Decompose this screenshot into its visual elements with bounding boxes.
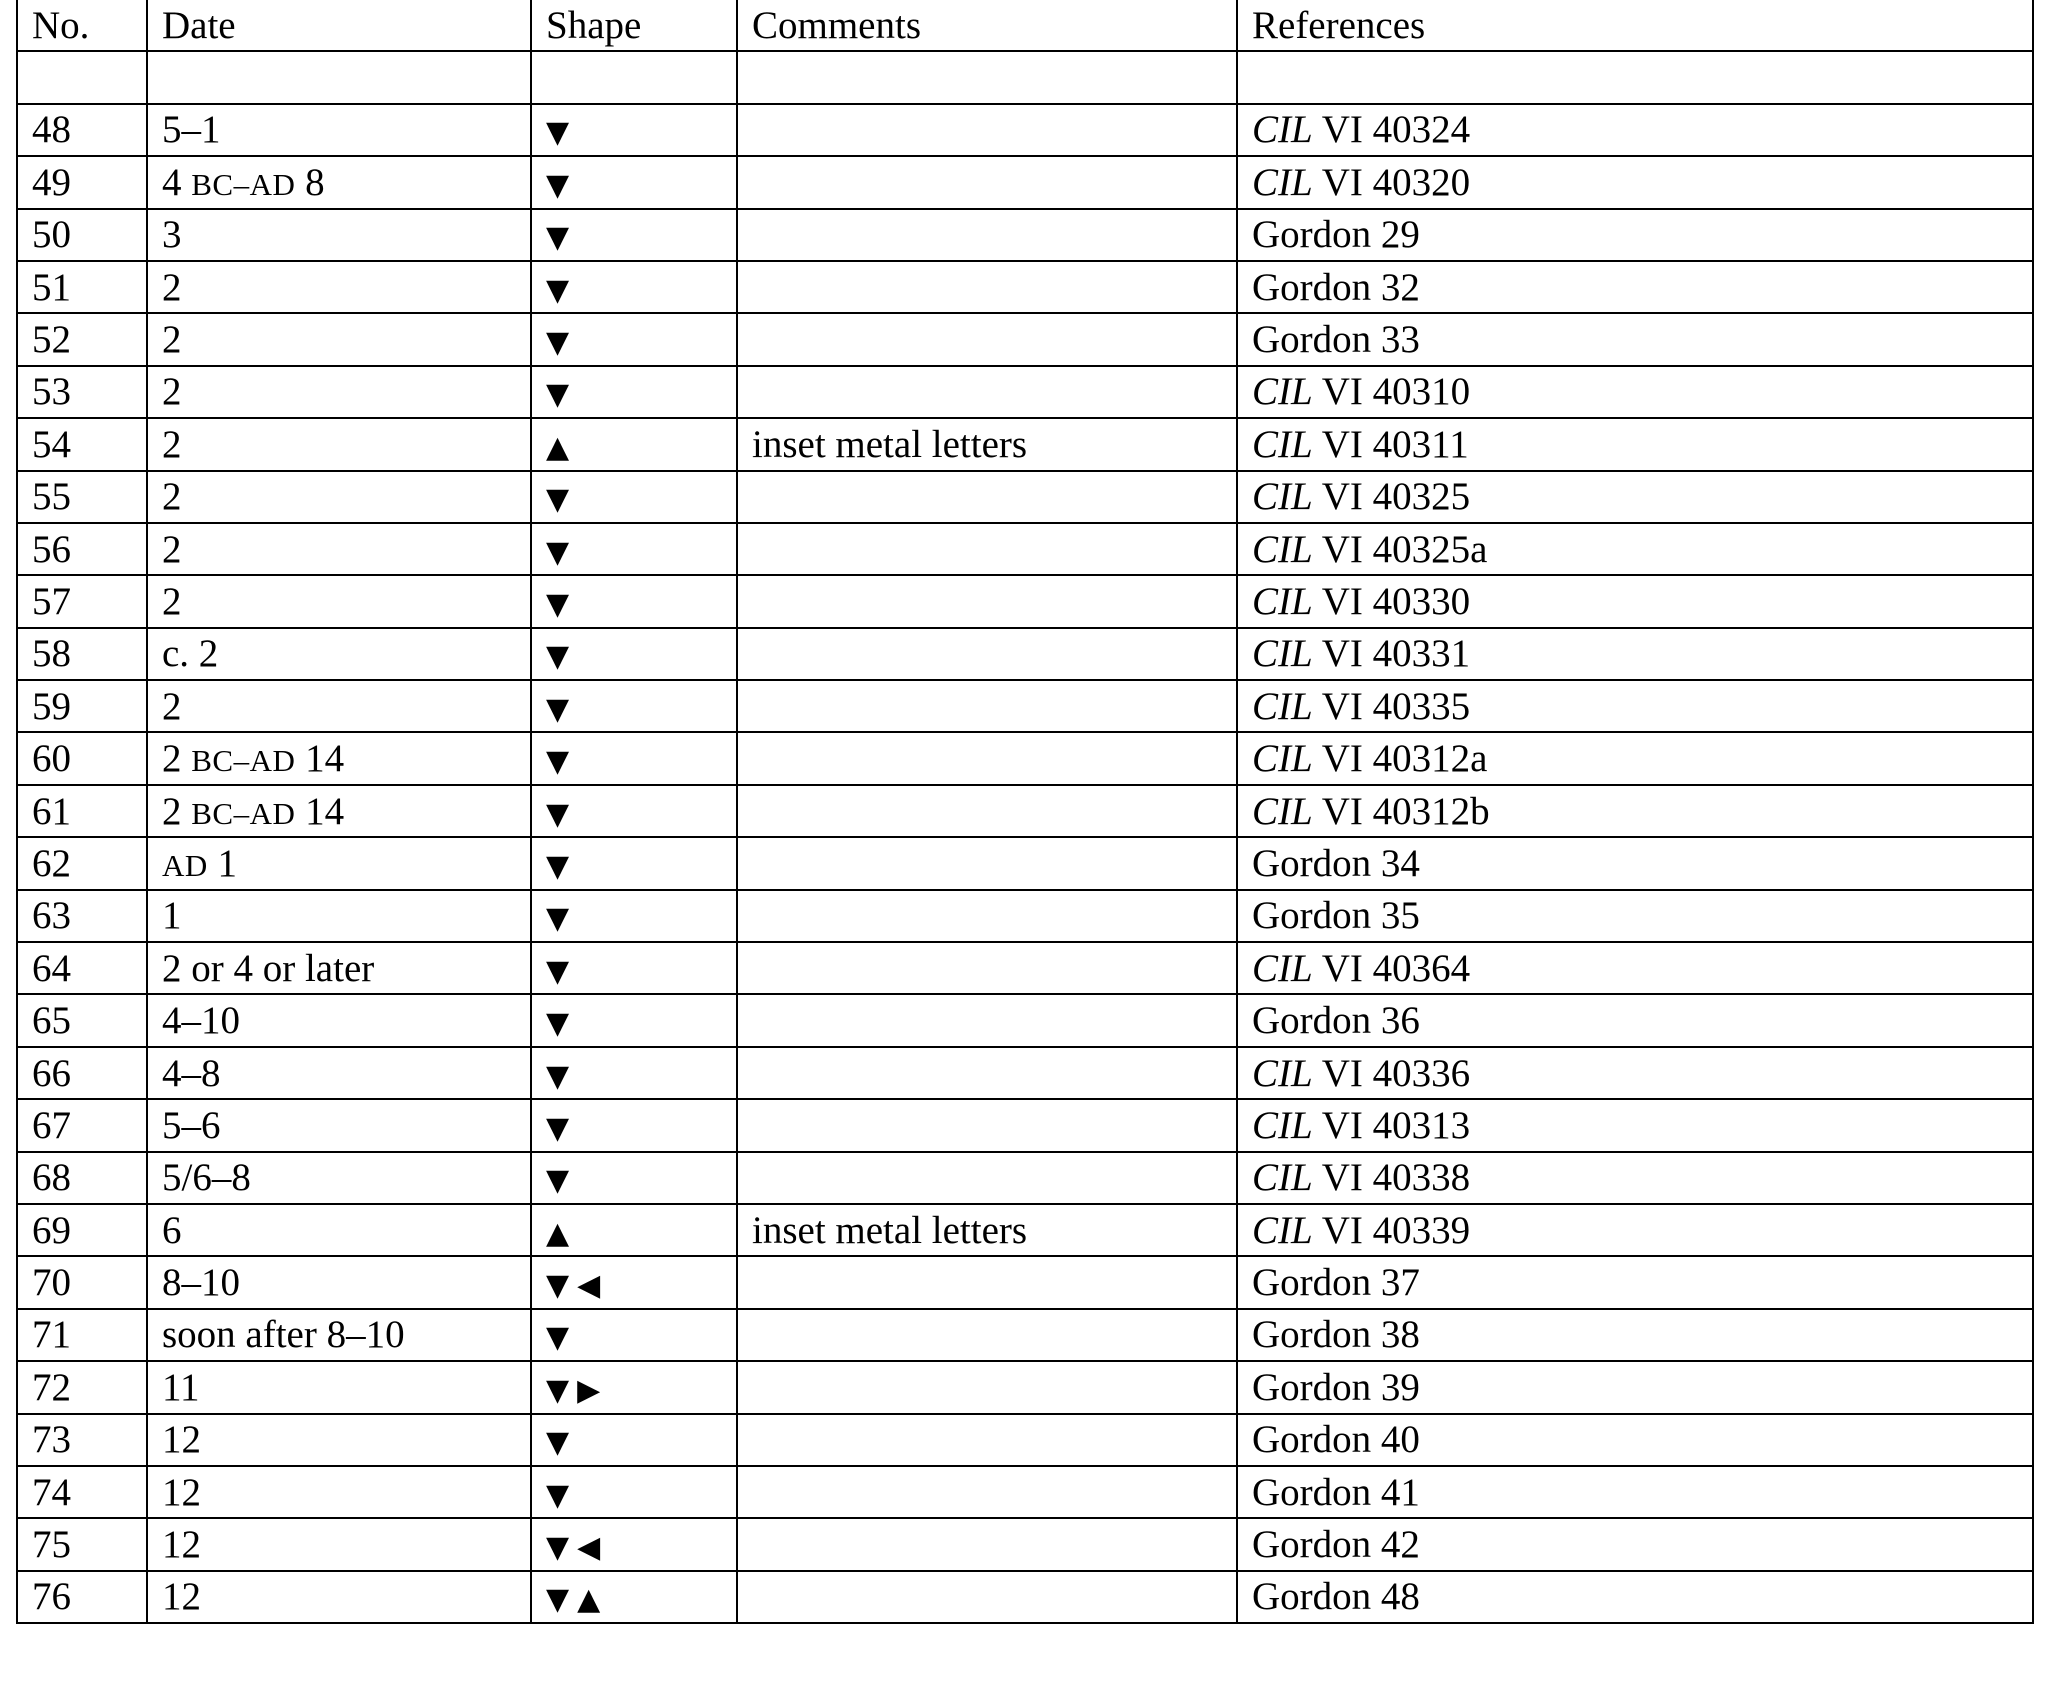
triangle-down-icon: ▼ (546, 1320, 570, 1356)
reference-text: Gordon 41 (1252, 1470, 1420, 1514)
reference-corpus-abbrev: CIL (1252, 422, 1313, 466)
cell-comment (737, 209, 1237, 261)
cell-no: 54 (17, 418, 147, 470)
triangle-up-icon: ▲ (546, 429, 570, 465)
triangle-down-icon: ▼ (546, 639, 570, 675)
table-row (17, 1047, 2033, 1099)
cell-date: 8–10 (147, 1256, 531, 1308)
triangle-down-icon: ▼ (546, 1058, 570, 1094)
cell-date: 2 or 4 or later (147, 942, 531, 994)
reference-text: VI 40325a (1312, 527, 1488, 571)
table-row (17, 209, 2033, 261)
cell-reference (1237, 261, 2033, 313)
cell-reference (1237, 1204, 2033, 1256)
reference-text: Gordon 39 (1252, 1365, 1420, 1409)
cell-shape (531, 1047, 737, 1099)
cell-reference (1237, 1099, 2033, 1151)
table-row (17, 366, 2033, 418)
cell-shape (531, 575, 737, 627)
cell-reference (1237, 366, 2033, 418)
cell-reference (1237, 209, 2033, 261)
cell-reference (1237, 156, 2033, 208)
table-row (17, 575, 2033, 627)
cell-no: 68 (17, 1152, 147, 1204)
triangle-down-icon: ▼ (546, 482, 570, 518)
cell-date: c. 2 (147, 628, 531, 680)
cell-comment (737, 837, 1237, 889)
cell-shape (531, 732, 737, 784)
cell-comment (737, 366, 1237, 418)
cell-no: 76 (17, 1571, 147, 1623)
cell-shape (531, 418, 737, 470)
cell-date: 12 (147, 1414, 531, 1466)
cell-reference (1237, 1152, 2033, 1204)
triangle-down-icon: ▼ (546, 1582, 570, 1618)
reference-text: Gordon 34 (1252, 841, 1420, 885)
cell-reference (1237, 1414, 2033, 1466)
cell-reference (1237, 1518, 2033, 1570)
table-row (17, 1204, 2033, 1256)
cell-reference (1237, 680, 2033, 732)
cell-shape (531, 51, 737, 103)
triangle-down-icon: ▼ (546, 1372, 570, 1408)
cell-shape (531, 523, 737, 575)
cell-shape (531, 1571, 737, 1623)
cell-reference (1237, 1309, 2033, 1361)
table-row (17, 1099, 2033, 1151)
cell-no: 69 (17, 1204, 147, 1256)
cell-shape (531, 785, 737, 837)
reference-text: VI 40330 (1312, 579, 1471, 623)
table-row (17, 942, 2033, 994)
date-era-smallcaps: BC–AD (191, 166, 296, 202)
cell-comment (737, 1414, 1237, 1466)
triangle-down-icon: ▼ (546, 1110, 570, 1146)
reference-text: VI 40310 (1312, 370, 1471, 414)
triangle-down-icon: ▼ (546, 325, 570, 361)
table-row (17, 471, 2033, 523)
date-era-smallcaps: AD (162, 847, 208, 883)
cell-comment (737, 156, 1237, 208)
cell-date: 12 (147, 1518, 531, 1570)
cell-shape (531, 837, 737, 889)
table-row (17, 1518, 2033, 1570)
inscriptions-table-sheet (16, 0, 2034, 1624)
cell-shape (531, 471, 737, 523)
table-row (17, 1361, 2033, 1413)
date-part: 1 (207, 841, 238, 885)
table-row (17, 313, 2033, 365)
reference-text: VI 40338 (1312, 1156, 1471, 1200)
cell-reference (1237, 1571, 2033, 1623)
triangle-down-icon: ▼ (546, 1477, 570, 1513)
cell-no: 64 (17, 942, 147, 994)
cell-date: 5–6 (147, 1099, 531, 1151)
cell-shape (531, 261, 737, 313)
cell-no (17, 51, 147, 103)
cell-reference (1237, 418, 2033, 470)
cell-comment (737, 51, 1237, 103)
reference-corpus-abbrev: CIL (1252, 527, 1313, 571)
cell-date: 3 (147, 209, 531, 261)
cell-comment (737, 785, 1237, 837)
triangle-down-icon: ▼ (546, 1006, 570, 1042)
cell-reference (1237, 837, 2033, 889)
triangle-down-icon: ▼ (546, 744, 570, 780)
triangle-left-icon: ◀ (577, 1530, 601, 1566)
cell-shape (531, 156, 737, 208)
cell-date: 11 (147, 1361, 531, 1413)
header-date: Date (147, 0, 531, 51)
cell-no: 56 (17, 523, 147, 575)
triangle-right-icon: ▶ (577, 1372, 601, 1408)
reference-text: VI 40320 (1312, 160, 1471, 204)
cell-shape (531, 890, 737, 942)
reference-corpus-abbrev: CIL (1252, 1156, 1313, 1200)
cell-shape (531, 313, 737, 365)
table-row (17, 1466, 2033, 1518)
date-part: 14 (295, 737, 345, 781)
cell-no: 57 (17, 575, 147, 627)
cell-reference (1237, 313, 2033, 365)
reference-text: Gordon 48 (1252, 1575, 1420, 1619)
reference-text: VI 40339 (1312, 1208, 1471, 1252)
triangle-down-icon: ▼ (546, 115, 570, 151)
cell-reference (1237, 104, 2033, 156)
cell-date (147, 156, 531, 208)
cell-no: 50 (17, 209, 147, 261)
triangle-down-icon: ▼ (546, 586, 570, 622)
date-era-smallcaps: BC–AD (191, 795, 296, 831)
table-row (17, 837, 2033, 889)
cell-comment (737, 313, 1237, 365)
triangle-down-icon: ▼ (546, 1530, 570, 1566)
cell-date: 12 (147, 1571, 531, 1623)
triangle-down-icon: ▼ (546, 796, 570, 832)
cell-comment (737, 628, 1237, 680)
date-part: 8 (295, 160, 325, 204)
cell-no: 67 (17, 1099, 147, 1151)
inscriptions-table (16, 0, 2034, 1624)
table-row (17, 51, 2033, 103)
reference-text: Gordon 32 (1252, 265, 1420, 309)
cell-comment (737, 942, 1237, 994)
reference-corpus-abbrev: CIL (1252, 1208, 1313, 1252)
cell-date (147, 785, 531, 837)
triangle-down-icon: ▼ (546, 220, 570, 256)
cell-shape (531, 209, 737, 261)
reference-text: VI 40331 (1312, 632, 1471, 676)
reference-text: Gordon 35 (1252, 894, 1420, 938)
date-era-smallcaps: BC–AD (191, 743, 296, 779)
cell-comment (737, 471, 1237, 523)
cell-no: 48 (17, 104, 147, 156)
cell-reference (1237, 890, 2033, 942)
cell-reference (1237, 1361, 2033, 1413)
triangle-down-icon: ▼ (546, 848, 570, 884)
table-row (17, 1309, 2033, 1361)
cell-date: 2 (147, 680, 531, 732)
triangle-down-icon: ▼ (546, 1268, 570, 1304)
cell-shape (531, 366, 737, 418)
triangle-down-icon: ▼ (546, 901, 570, 937)
cell-comment (737, 1152, 1237, 1204)
cell-no: 74 (17, 1466, 147, 1518)
cell-date: 2 (147, 575, 531, 627)
reference-corpus-abbrev: CIL (1252, 946, 1313, 990)
cell-comment (737, 890, 1237, 942)
reference-text: VI 40335 (1312, 684, 1471, 728)
reference-corpus-abbrev: CIL (1252, 684, 1313, 728)
reference-text: VI 40325 (1312, 475, 1471, 519)
reference-text: Gordon 40 (1252, 1418, 1420, 1462)
table-row (17, 523, 2033, 575)
reference-text: VI 40313 (1312, 1103, 1471, 1147)
cell-no: 75 (17, 1518, 147, 1570)
cell-date: 2 (147, 523, 531, 575)
cell-no: 53 (17, 366, 147, 418)
table-row (17, 1414, 2033, 1466)
triangle-left-icon: ◀ (577, 1268, 601, 1304)
cell-reference (1237, 471, 2033, 523)
cell-no: 59 (17, 680, 147, 732)
cell-reference (1237, 1047, 2033, 1099)
cell-reference (1237, 1466, 2033, 1518)
cell-no: 62 (17, 837, 147, 889)
table-row (17, 994, 2033, 1046)
cell-shape (531, 1256, 737, 1308)
cell-comment (737, 104, 1237, 156)
cell-comment (737, 1466, 1237, 1518)
cell-no: 52 (17, 313, 147, 365)
reference-corpus-abbrev: CIL (1252, 475, 1313, 519)
table-row (17, 890, 2033, 942)
table-row (17, 418, 2033, 470)
cell-comment (737, 1256, 1237, 1308)
cell-reference (1237, 51, 2033, 103)
cell-shape (531, 104, 737, 156)
table-row (17, 732, 2033, 784)
cell-shape (531, 1099, 737, 1151)
cell-comment (737, 1099, 1237, 1151)
triangle-down-icon: ▼ (546, 167, 570, 203)
cell-no: 73 (17, 1414, 147, 1466)
cell-comment (737, 1361, 1237, 1413)
reference-text: Gordon 42 (1252, 1523, 1420, 1567)
cell-comment (737, 994, 1237, 1046)
reference-text: Gordon 37 (1252, 1261, 1420, 1305)
reference-text: Gordon 29 (1252, 213, 1420, 257)
cell-comment (737, 1571, 1237, 1623)
cell-reference (1237, 628, 2033, 680)
table-row (17, 261, 2033, 313)
cell-reference (1237, 785, 2033, 837)
cell-shape (531, 1466, 737, 1518)
cell-date: 2 (147, 471, 531, 523)
reference-text: Gordon 36 (1252, 999, 1420, 1043)
triangle-down-icon: ▼ (546, 953, 570, 989)
cell-comment: inset metal letters (737, 418, 1237, 470)
cell-reference (1237, 1256, 2033, 1308)
reference-corpus-abbrev: CIL (1252, 160, 1313, 204)
cell-date: soon after 8–10 (147, 1309, 531, 1361)
cell-no: 60 (17, 732, 147, 784)
cell-date: 2 (147, 261, 531, 313)
cell-shape (531, 1518, 737, 1570)
date-part: 14 (295, 789, 345, 833)
cell-date: 2 (147, 313, 531, 365)
reference-text: Gordon 38 (1252, 1313, 1420, 1357)
cell-comment (737, 680, 1237, 732)
cell-reference (1237, 523, 2033, 575)
reference-corpus-abbrev: CIL (1252, 789, 1313, 833)
triangle-up-icon: ▲ (546, 1215, 570, 1251)
cell-comment (737, 575, 1237, 627)
reference-corpus-abbrev: CIL (1252, 370, 1313, 414)
table-row (17, 1571, 2033, 1623)
header-row (17, 0, 2033, 51)
cell-no: 58 (17, 628, 147, 680)
cell-comment (737, 1518, 1237, 1570)
cell-comment (737, 732, 1237, 784)
cell-no: 63 (17, 890, 147, 942)
cell-no: 71 (17, 1309, 147, 1361)
cell-date: 4–8 (147, 1047, 531, 1099)
triangle-down-icon: ▼ (546, 691, 570, 727)
table-row (17, 680, 2033, 732)
cell-shape (531, 942, 737, 994)
cell-date: 12 (147, 1466, 531, 1518)
reference-text: VI 40311 (1312, 422, 1469, 466)
header-comments: Comments (737, 0, 1237, 51)
cell-comment (737, 1309, 1237, 1361)
reference-corpus-abbrev: CIL (1252, 108, 1313, 152)
cell-date (147, 837, 531, 889)
cell-date: 4–10 (147, 994, 531, 1046)
triangle-up-icon: ▲ (577, 1582, 601, 1618)
reference-text: VI 40312b (1312, 789, 1490, 833)
table-row (17, 1256, 2033, 1308)
cell-shape (531, 1414, 737, 1466)
table-row (17, 628, 2033, 680)
cell-shape (531, 680, 737, 732)
cell-date: 2 (147, 366, 531, 418)
cell-no: 55 (17, 471, 147, 523)
cell-no: 49 (17, 156, 147, 208)
reference-corpus-abbrev: CIL (1252, 579, 1313, 623)
header-references: References (1237, 0, 2033, 51)
header-no: No. (17, 0, 147, 51)
cell-no: 66 (17, 1047, 147, 1099)
reference-corpus-abbrev: CIL (1252, 1051, 1313, 1095)
cell-date: 6 (147, 1204, 531, 1256)
cell-shape (531, 628, 737, 680)
cell-comment: inset metal letters (737, 1204, 1237, 1256)
triangle-down-icon: ▼ (546, 377, 570, 413)
cell-no: 61 (17, 785, 147, 837)
cell-comment (737, 261, 1237, 313)
cell-reference (1237, 732, 2033, 784)
date-part: 2 (162, 789, 192, 833)
cell-reference (1237, 575, 2033, 627)
triangle-down-icon: ▼ (546, 1163, 570, 1199)
header-shape: Shape (531, 0, 737, 51)
reference-corpus-abbrev: CIL (1252, 737, 1313, 781)
table-row (17, 1152, 2033, 1204)
table-row (17, 785, 2033, 837)
cell-date: 1 (147, 890, 531, 942)
table-body (17, 51, 2033, 1623)
cell-shape (531, 1309, 737, 1361)
cell-comment (737, 1047, 1237, 1099)
cell-date: 5–1 (147, 104, 531, 156)
date-part: 4 (162, 160, 192, 204)
cell-no: 72 (17, 1361, 147, 1413)
cell-date: 2 (147, 418, 531, 470)
cell-comment (737, 523, 1237, 575)
cell-shape (531, 1361, 737, 1413)
triangle-down-icon: ▼ (546, 272, 570, 308)
reference-text: VI 40336 (1312, 1051, 1471, 1095)
table-row (17, 104, 2033, 156)
cell-shape (531, 1152, 737, 1204)
cell-shape (531, 994, 737, 1046)
cell-no: 51 (17, 261, 147, 313)
date-part: 2 (162, 737, 192, 781)
reference-text: Gordon 33 (1252, 318, 1420, 362)
reference-text: VI 40324 (1312, 108, 1471, 152)
table-row (17, 156, 2033, 208)
cell-no: 65 (17, 994, 147, 1046)
triangle-down-icon: ▼ (546, 1425, 570, 1461)
cell-reference (1237, 994, 2033, 1046)
cell-no: 70 (17, 1256, 147, 1308)
cell-date: 5/6–8 (147, 1152, 531, 1204)
reference-text: VI 40364 (1312, 946, 1471, 990)
cell-date (147, 51, 531, 103)
cell-date (147, 732, 531, 784)
cell-shape (531, 1204, 737, 1256)
reference-corpus-abbrev: CIL (1252, 1103, 1313, 1147)
cell-reference (1237, 942, 2033, 994)
triangle-down-icon: ▼ (546, 534, 570, 570)
reference-corpus-abbrev: CIL (1252, 632, 1313, 676)
reference-text: VI 40312a (1312, 737, 1488, 781)
